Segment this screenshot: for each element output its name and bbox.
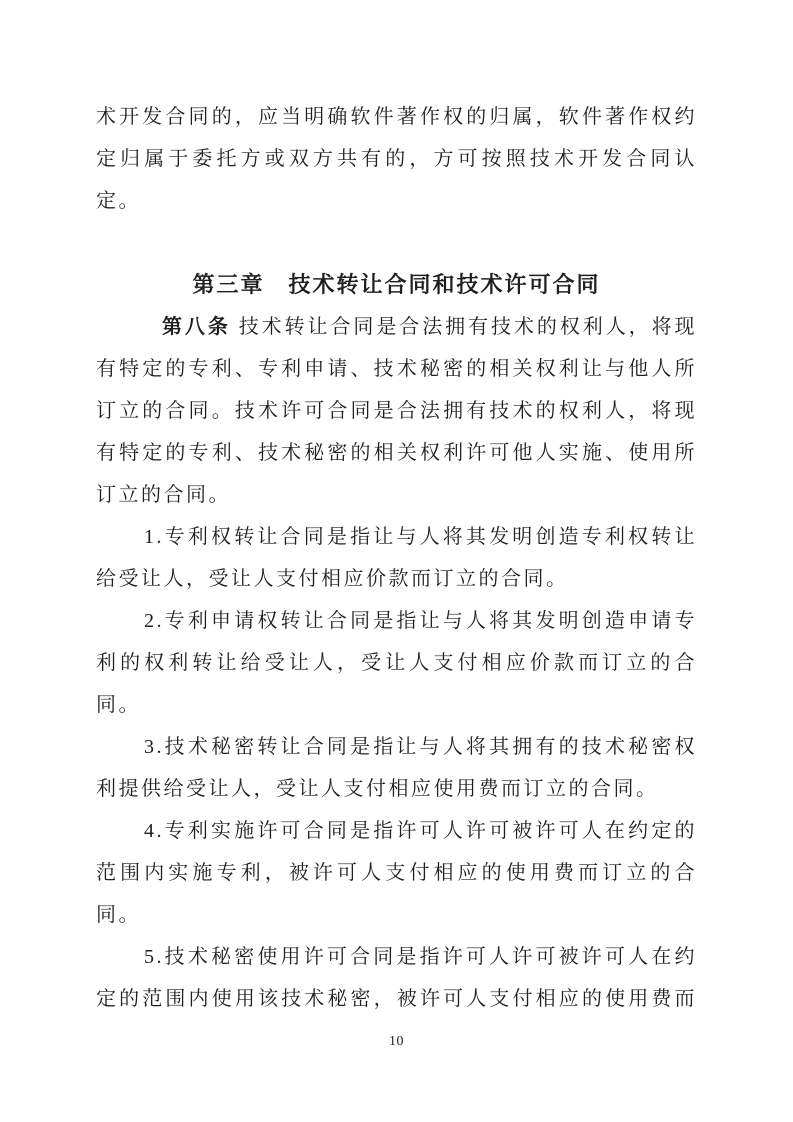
article-text: 技术转让合同是合法拥有技术的权利人，将现 [230,316,697,338]
list-item-line: 范围内实施专利，被许可人支付相应的使用费而订立的合 [96,862,697,884]
article-first-line [96,306,697,348]
list-item-line: 同。 [96,904,141,926]
list-item-line: 定的范围内使用该技术秘密，被许可人支付相应的使用费而 [96,988,697,1010]
list-item-line: 同。 [96,694,141,716]
list-item-line: 给受让人，受让人支付相应价款而订立的合同。 [96,568,569,590]
document-body [96,96,697,1020]
page-number: 10 [389,1034,404,1049]
list-item-line: 5.技术秘密使用许可合同是指许可人许可被许可人在约 [144,946,697,968]
paragraph-line: 定。 [96,190,141,212]
list-item-line: 3.技术秘密转让合同是指让与人将其拥有的技术秘密权 [144,736,697,758]
paragraph-line: 有特定的专利、技术秘密的相关权利许可他人实施、使用所 [96,442,697,464]
paragraph-line: 订立的合同。技术许可合同是合法拥有技术的权利人，将现 [96,400,697,422]
blank-line [96,222,697,264]
chapter-heading: 第三章 技术转让合同和技术许可合同 [192,272,601,297]
list-item-line: 1.专利权转让合同是指让与人将其发明创造专利权转让 [144,526,697,548]
list-item-line: 2.专利申请权转让合同是指让与人将其发明创造申请专 [144,610,697,632]
paragraph-line: 定归属于委托方或双方共有的，方可按照技术开发合同认 [96,148,697,170]
paragraph-line: 有特定的专利、专利申请、技术秘密的相关权利让与他人所 [96,358,697,380]
page-footer [0,1034,793,1050]
list-item-line: 利提供给受让人，受让人支付相应使用费而订立的合同。 [96,778,659,800]
list-item-line: 4.专利实施许可合同是指许可人许可被许可人在约定的 [144,820,697,842]
article-number-label: 第八条 [162,316,231,338]
paragraph-line: 订立的合同。 [96,484,231,506]
list-item-line: 利的权利转让给受让人，受让人支付相应价款而订立的合 [96,652,697,674]
paragraph-line: 术开发合同的，应当明确软件著作权的归属，软件著作权约 [96,106,697,128]
